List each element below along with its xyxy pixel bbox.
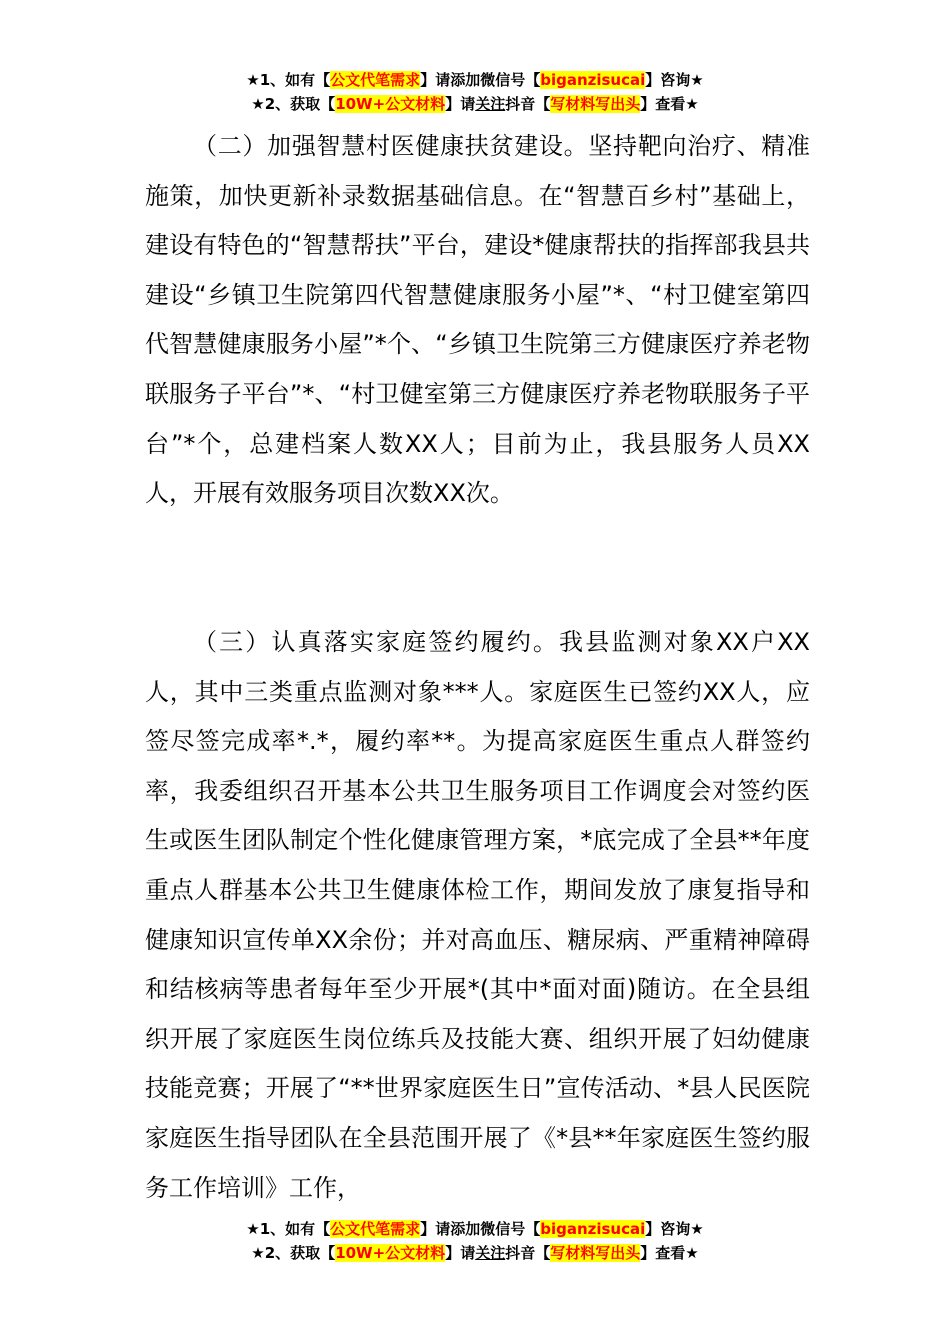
banner-highlight: biganzisucai bbox=[540, 1220, 646, 1238]
banner-highlight: 写材料写出头 bbox=[550, 95, 641, 113]
header-banner bbox=[0, 68, 950, 116]
banner-text: 】咨询★ bbox=[645, 71, 704, 89]
banner-line-2 bbox=[0, 92, 950, 116]
banner-text: ★2、获取【 bbox=[251, 1244, 336, 1262]
banner-text: 】查看★ bbox=[640, 1244, 699, 1262]
document-body-continued bbox=[145, 618, 810, 1213]
banner-text: ★1、如有【 bbox=[246, 1220, 331, 1238]
banner-text: 】咨询★ bbox=[645, 1220, 704, 1238]
footer-banner bbox=[0, 1217, 950, 1265]
banner-text: 】请添加微信号【 bbox=[420, 1220, 541, 1238]
banner-line-1 bbox=[0, 68, 950, 92]
banner-line-1 bbox=[0, 1217, 950, 1241]
banner-highlight: 10W+公文材料 bbox=[335, 1244, 446, 1262]
banner-text: ★1、如有【 bbox=[246, 71, 331, 89]
banner-line-2 bbox=[0, 1241, 950, 1265]
banner-text: 】请添加微信号【 bbox=[420, 71, 541, 89]
banner-underline: 关注 bbox=[475, 95, 506, 113]
banner-text: 抖音【 bbox=[505, 1244, 551, 1262]
banner-highlight: biganzisucai bbox=[540, 71, 646, 89]
banner-underline: 关注 bbox=[475, 1244, 506, 1262]
banner-text: 】请 bbox=[445, 95, 476, 113]
banner-text: ★2、获取【 bbox=[251, 95, 336, 113]
banner-highlight: 10W+公文材料 bbox=[335, 95, 446, 113]
banner-text: 抖音【 bbox=[505, 95, 551, 113]
banner-highlight: 写材料写出头 bbox=[550, 1244, 641, 1262]
banner-highlight: 公文代笔需求 bbox=[330, 1220, 421, 1238]
banner-text: 】请 bbox=[445, 1244, 476, 1262]
banner-highlight: 公文代笔需求 bbox=[330, 71, 421, 89]
banner-text: 】查看★ bbox=[640, 95, 699, 113]
document-body bbox=[145, 122, 810, 519]
paragraph-section-2: （二）加强智慧村医健康扶贫建设。坚持靶向治疗、精准施策，加快更新补录数据基础信息。在“智慧百乡村”基础上，建设有特色的“智慧帮扶”平台，建设*健康帮扶的指挥部我县共建设“乡镇卫生院第四代智慧健康服务小屋”*、“村卫健室第四代智慧健康服务小屋”*个、“乡镇卫生院第三方健康医疗养老物联服务子平台”*、“村卫健室第三方健康医疗养老物联服务子平台”*个，总建档案人数XX人；目前为止，我县服务人员XX人，开展有效服务项目次数XX次。 bbox=[145, 132, 810, 508]
paragraph-section-3: （三）认真落实家庭签约履约。我县监测对象XX户XX人，其中三类重点监测对象***人。家庭医生已签约XX人，应签尽签完成率*.*，履约率**。为提高家庭医生重点人群签约率，我委组织召开基本公共卫生服务项目工作调度会对签约医生或医生团队制定个性化健康管理方案，*底完成了全县**年度重点人群基本公共卫生健康体检工作，期间发放了康复指导和健康知识宣传单XX余份；并对高血压、糖尿病、严重精神障碍和结核病等患者每年至少开展*(其中*面对面)随访。在全县组织开展了家庭医生岗位练兵及技能大赛、组织开展了妇幼健康技能竞赛；开展了“**世界家庭医生日”宣传活动、*县人民医院家庭医生指导团队在全县范围开展了《*县**年家庭医生签约服务工作培训》工作， bbox=[145, 628, 810, 1202]
